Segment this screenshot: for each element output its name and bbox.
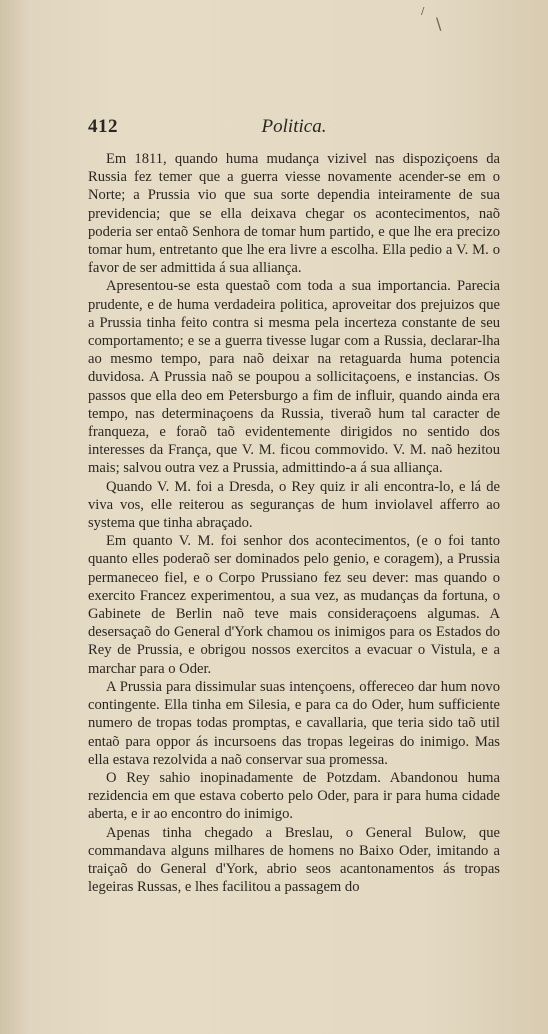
margin-tick-mark: /	[421, 6, 425, 17]
running-title: Politica.	[261, 116, 327, 137]
paragraph: A Prussia para dissimular suas intençoens, offereceo dar hum novo contingente. Ella tinha em Silesia, e para ca do Oder, hum sufficiente numero de tropas todas promptas, e cavallaria, que teria sido taõ util entaõ para oppor ás incursoens das tropas legeiras do inimigo. Mas ella estava rezolvida a naõ conservar sua promessa.	[88, 678, 500, 768]
paragraph: Apenas tinha chegado a Breslau, o General Bulow, que commandava alguns milhares de homens no Baixo Oder, imitando a traiçaõ do General d'York, abrio seos acantonamentos ás tropas legeiras Russas, e lhes facilitou a passagem do	[88, 824, 500, 896]
page-number: 412	[88, 116, 118, 137]
margin-slash-mark: \	[436, 14, 442, 33]
paragraph: Em quanto V. M. foi senhor dos acontecimentos, (e o foi tanto quanto elles poderaõ ser dominados pelo genio, e coragem), a Prussia permaneceo fiel, e o Corpo Prussiano fez seu dever: mas quando o exercito Francez experimentou, a sua vez, as mudanças da fortuna, o Gabinete de Berlin naõ teve mais consideraçoens algumas. A desersaçaõ do General d'York chamou os inimigos para os Estados do Rey de Prussia, e obrigou nossos exercitos a evacuar o Vistula, e a marchar para o Oder.	[88, 533, 500, 677]
page-header	[88, 116, 500, 140]
paragraph: Em 1811, quando huma mudança vizivel nas dispoziçoens da Russia fez temer que a guerra viesse novamente acender-se em o Norte; a Prussia vio que sua sorte dependia inteiramente de sua previdencia; que se ella deixava chegar os acontecimentos, naõ poderia ser entaõ Senhora de tomar hum partido, e que lhe era precizo tomar hum, entretanto que lhe era livre a escolha. Ella pedio a V. M. o favor de ser admittida á sua alliança.	[88, 151, 500, 277]
paragraph: O Rey sahio inopinadamente de Potzdam. Abandonou huma rezidencia em que estava coberto pelo Oder, para ir para huma cidade aberta, e ir ao encontro do inimigo.	[88, 769, 500, 823]
body-text	[88, 150, 500, 896]
paragraph: Quando V. M. foi a Dresda, o Rey quiz ir ali encontra-lo, e lá de viva vos, elle reiterou as seguranças de hum inviolavel afferro ao systema que tinha abraçado.	[88, 478, 500, 532]
paragraph: Apresentou-se esta questaõ com toda a sua importancia. Parecia prudente, e de huma verdadeira politica, aproveitar dos prejuizos que a Prussia tinha feito contra si mesma pela incerteza constante de seu comportamento; e se a guerra tivesse lugar com a Russia, declarar-lha ao mesmo tempo, para naõ deixar na retaguarda huma potencia duvidosa. A Prussia naõ se poupou a sollicitaçoens, e instancias. Os passos que ella deo em Petersburgo a fim de influir, quando ainda era tempo, nas determinaçoens da Russia, tiveraõ hum tal caracter de franqueza, e foraõ taõ evidentemente dirigidos no sentido dos interesses da França, que V. M. ficou commovido. V. M. naõ hezitou mais; salvou outra vez a Prussia, admittindo-a á sua alliança.	[88, 278, 500, 477]
